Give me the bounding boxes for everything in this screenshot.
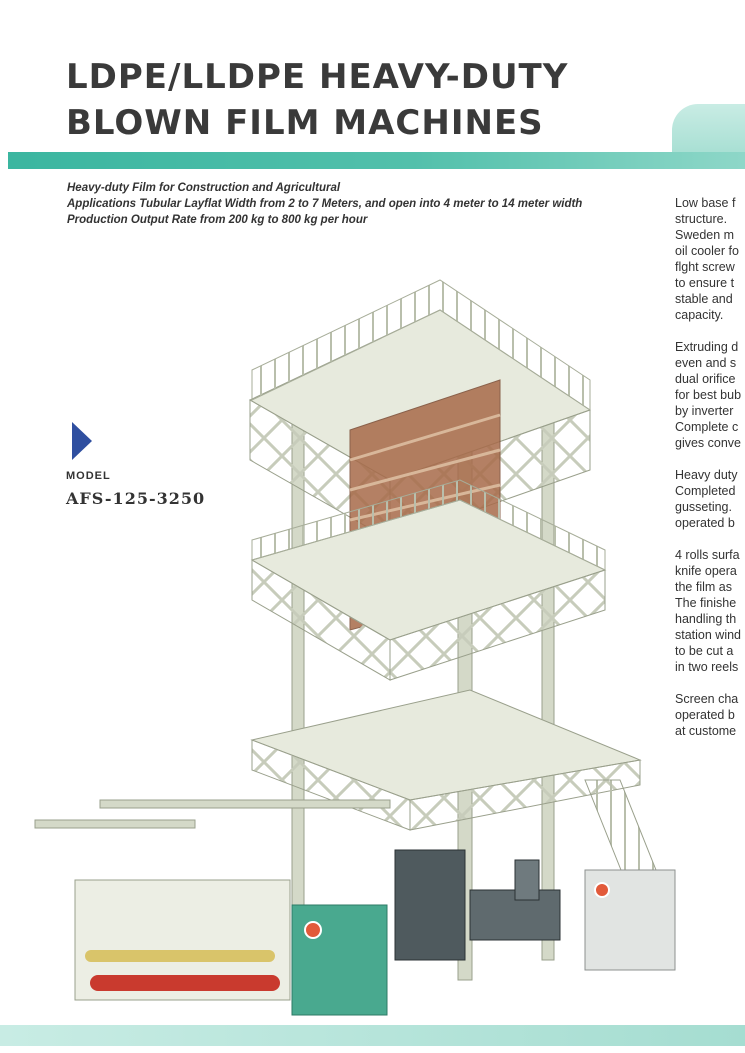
title-line-1: LDPE/LLDPE HEAVY-DUTY xyxy=(66,57,569,97)
feature-line: for best bub xyxy=(675,388,742,402)
subtitle-line-1: Heavy-duty Film for Construction and Agricultural xyxy=(67,182,341,194)
feature-line: gusseting. xyxy=(675,500,732,514)
subtitle xyxy=(67,180,667,228)
title-line-2: BLOWN FILM MACHINES xyxy=(66,103,544,143)
subtitle-line-2: Applications Tubular Layflat Width from 2 to 7 Meters, and open into 4 meter to 14 meter width xyxy=(67,198,583,210)
feature-line: Completed xyxy=(675,484,736,498)
feature-line: Screen cha xyxy=(675,692,739,706)
feature-line: capacity. xyxy=(675,308,724,322)
feature-line: to ensure t xyxy=(675,276,735,290)
feature-line: oil cooler fo xyxy=(675,244,739,258)
blown-film-machine-illustration xyxy=(30,240,690,1030)
header-band xyxy=(8,152,745,169)
feature-line: to be cut a xyxy=(675,644,734,658)
feature-line: handling th xyxy=(675,612,737,626)
feature-line: gives conve xyxy=(675,436,742,450)
feature-line: the film as xyxy=(675,580,732,594)
feature-line: station wind xyxy=(675,628,742,642)
subtitle-line-3: Production Output Rate from 200 kg to 800 kg per hour xyxy=(67,214,368,226)
feature-line: at custome xyxy=(675,724,737,738)
brand-logo-icon xyxy=(305,922,321,938)
feature-line: even and s xyxy=(675,356,737,370)
footer-band xyxy=(0,1025,745,1046)
feature-line: Sweden m xyxy=(675,228,735,242)
model-code: AFS-125-3250 xyxy=(66,489,206,508)
feature-line: 4 rolls surfa xyxy=(675,548,740,562)
model-label: MODEL xyxy=(66,470,111,482)
feature-line: stable and xyxy=(675,292,733,306)
feature-line: dual orifice xyxy=(675,372,736,386)
feature-line: knife opera xyxy=(675,564,737,578)
feature-line: operated b xyxy=(675,516,735,530)
feature-line: structure. xyxy=(675,212,728,226)
feature-line: flght screw xyxy=(675,260,735,274)
feature-line: Heavy duty xyxy=(675,468,738,482)
feature-line: in two reels xyxy=(675,660,739,674)
feature-line: operated b xyxy=(675,708,735,722)
feature-line: Complete c xyxy=(675,420,739,434)
feature-line: Low base f xyxy=(675,196,736,210)
feature-line: by inverter xyxy=(675,404,734,418)
feature-line: Extruding d xyxy=(675,340,739,354)
page-title xyxy=(66,54,568,146)
feature-line: The finishe xyxy=(675,596,737,610)
